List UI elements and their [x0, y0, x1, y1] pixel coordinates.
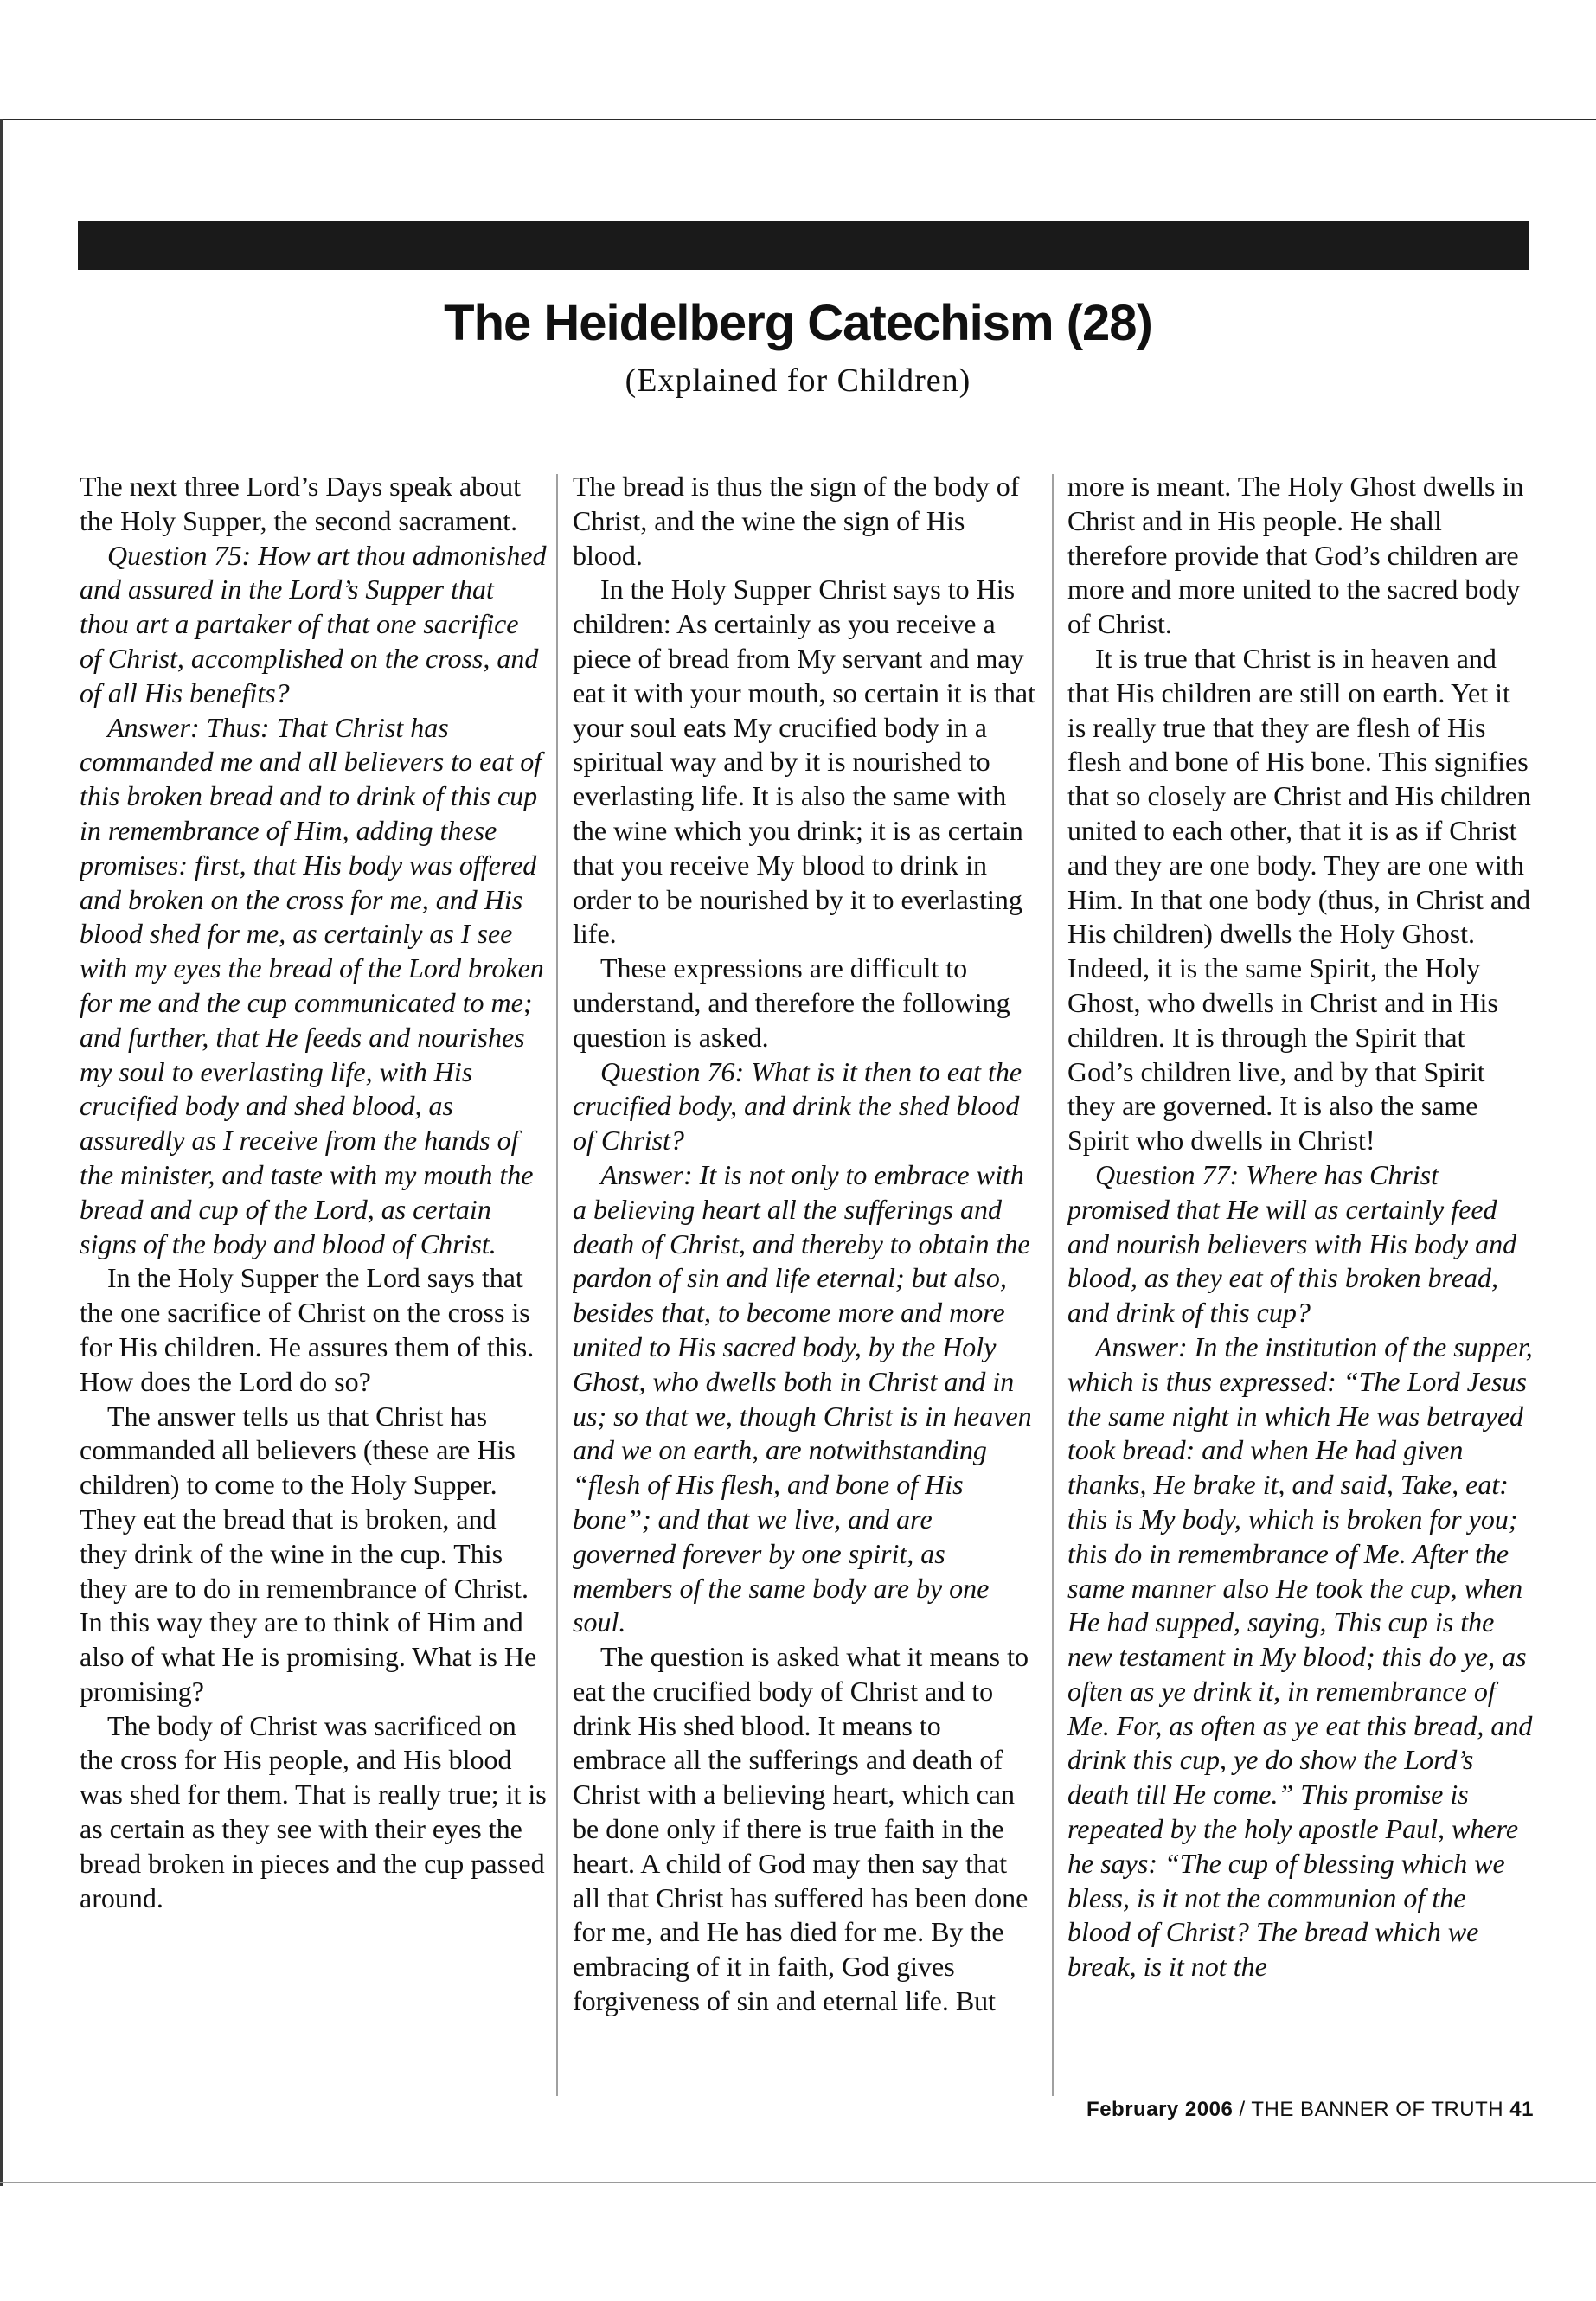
body-paragraph: These expressions are difficult to understand, and therefore the following question is asked.	[573, 952, 1010, 1053]
catechism-quote-paragraph: Answer: It is not only to embrace with a believing heart all the sufferings and death of Christ, and thereby to obtain the pardon of sin and life eternal; but also, besides that, to become more and more united to His sacred body, by the Holy Ghost, who dwells both in Christ and in us; so that we, though Christ is in heaven and we on earth, are notwithstanding “flesh of His flesh, and bone of His bone”; and that we live, and are governed forever by one spirit, as members of the same body are by one soul.	[573, 1158, 1032, 1638]
body-paragraph: The answer tells us that Christ has commanded all believers (these are His children) to come to the Holy Supper. They eat the bread that is broken, and they drink of the wine in the cup. This they are to do in remembrance of Christ. In this way they are to think of Him and also of what He is promising. What is He promising?	[80, 1400, 537, 1707]
column-divider	[556, 474, 558, 2096]
catechism-quote-paragraph: Question 75: How art thou admonished and assured in the Lord’s Supper that thou art a partaker of that one sacrifice of Christ, accomplished on the cross, and of all His benefits?	[80, 539, 547, 708]
bottom-rule	[0, 2182, 1596, 2183]
page-subtitle: (Explained for Children)	[625, 362, 971, 399]
footer-separator: /	[1233, 2098, 1252, 2121]
top-rule	[0, 119, 1596, 120]
page-footer	[1086, 2098, 1534, 2122]
page-edge	[0, 119, 3, 2186]
body-paragraph: It is true that Christ is in heaven and that His children are still on earth. Yet it is really true that they are flesh of His flesh and bone of His bone. This signifies that so closely are Christ and His children united to each other, that it is as if Christ and they are one body. They are one with Him. In that one body (thus, in Christ and His children) dwells the Holy Ghost. Indeed, it is the same Spirit, the Holy Ghost, who dwells in Christ and in His children. It is through the Spirit that God’s children live, and by that Spirit they are governed. It is also the same Spirit who dwells in Christ!	[1067, 642, 1531, 1157]
body-paragraph: In the Holy Supper Christ says to His children: As certainly as you receive a piece of bread from My servant and may eat it with your mouth, so certain it is that your soul eats My crucified body in a spiritual way and by it is nourished to everlasting life. It is also the same with the wine which you drink; it is as certain that you receive My blood to drink in order to be nourished by it to everlasting life.	[573, 574, 1036, 950]
column-divider	[1052, 474, 1054, 2096]
header-banner-bar	[78, 221, 1529, 270]
catechism-quote-paragraph: Answer: In the institution of the supper, which is thus expressed: “The Lord Jesus the same night in which He was betrayed took bread: and when He had given thanks, He brake it, and said, Take, eat: this is My body, which is broken for you; this do in remembrance of Me. After the same manner also He took the cup, when He had supped, saying, This cup is the new testament in My blood; this do ye, as often as ye drink it, in remembrance of Me. For, as often as ye eat this bread, and drink this cup, ye do show the Lord’s death till He come.” This promise is repeated by the holy apostle Paul, where he says: “The cup of blessing which we bless, is it not the communion of the blood of Christ? The bread which we break, is it not the	[1067, 1330, 1533, 1983]
catechism-quote-paragraph: Question 76: What is it then to eat the crucified body, and drink the shed blood of Christ?	[573, 1055, 1022, 1157]
body-paragraph: The bread is thus the sign of the body of Christ, and the wine the sign of His blood.	[573, 471, 1020, 571]
footer-date: February 2006	[1086, 2098, 1234, 2121]
text-column-3	[1067, 470, 1535, 2096]
text-column-1	[80, 470, 547, 2096]
body-paragraph: The body of Christ was sacrificed on the cross for His people, and His blood was shed for them. That is really true; it is as certain as they see with their eyes the bread broken in pieces and the cup passed around.	[80, 1709, 547, 1913]
body-paragraph: more is meant. The Holy Ghost dwells in Christ and in His people. He shall therefore provide that God’s children are more and more united to the sacred body of Christ.	[1067, 471, 1524, 640]
body-paragraph: The question is asked what it means to eat the crucified body of Christ and to drink His shed blood. It means to embrace all the sufferings and death of Christ with a believing heart, which can be done only if there is true faith in the heart. A child of God may then say that all that Christ has suffered has been done for me, and He has died for me. By the embracing of it in faith, God gives forgiveness of sin and eternal life. But	[573, 1641, 1029, 2017]
catechism-quote-paragraph: Answer: Thus: That Christ has commanded me and all believers to eat of this broken bread and to drink of this cup in remembrance of Him, adding these promises: first, that His body was offered and broken on the cross for me, and His blood shed for me, as certainly as I see with my eyes the bread of the Lord broken for me and the cup communicated to me; and further, that He feeds and nourishes my soul to everlasting life, with His crucified body and shed blood, as assuredly as I receive from the hands of the minister, and taste with my mouth the bread and cup of the Lord, as certain signs of the body and blood of Christ.	[80, 711, 544, 1259]
footer-publication: THE BANNER OF TRUTH	[1251, 2098, 1504, 2121]
catechism-quote-paragraph: Question 77: Where has Christ promised that He will as certainly feed and nourish believers with His body and blood, as they eat of this broken bread, and drink of this cup?	[1067, 1158, 1517, 1329]
footer-page-number: 41	[1509, 2098, 1534, 2121]
body-paragraph: The next three Lord’s Days speak about the Holy Supper, the second sacrament.	[80, 471, 522, 536]
body-paragraph: In the Holy Supper the Lord says that the one sacrifice of Christ on the cross is for His children. He assures them of this. How does the Lord do so?	[80, 1262, 535, 1397]
page-title: The Heidelberg Catechism (28)	[444, 295, 1152, 351]
text-column-2	[573, 470, 1040, 2096]
